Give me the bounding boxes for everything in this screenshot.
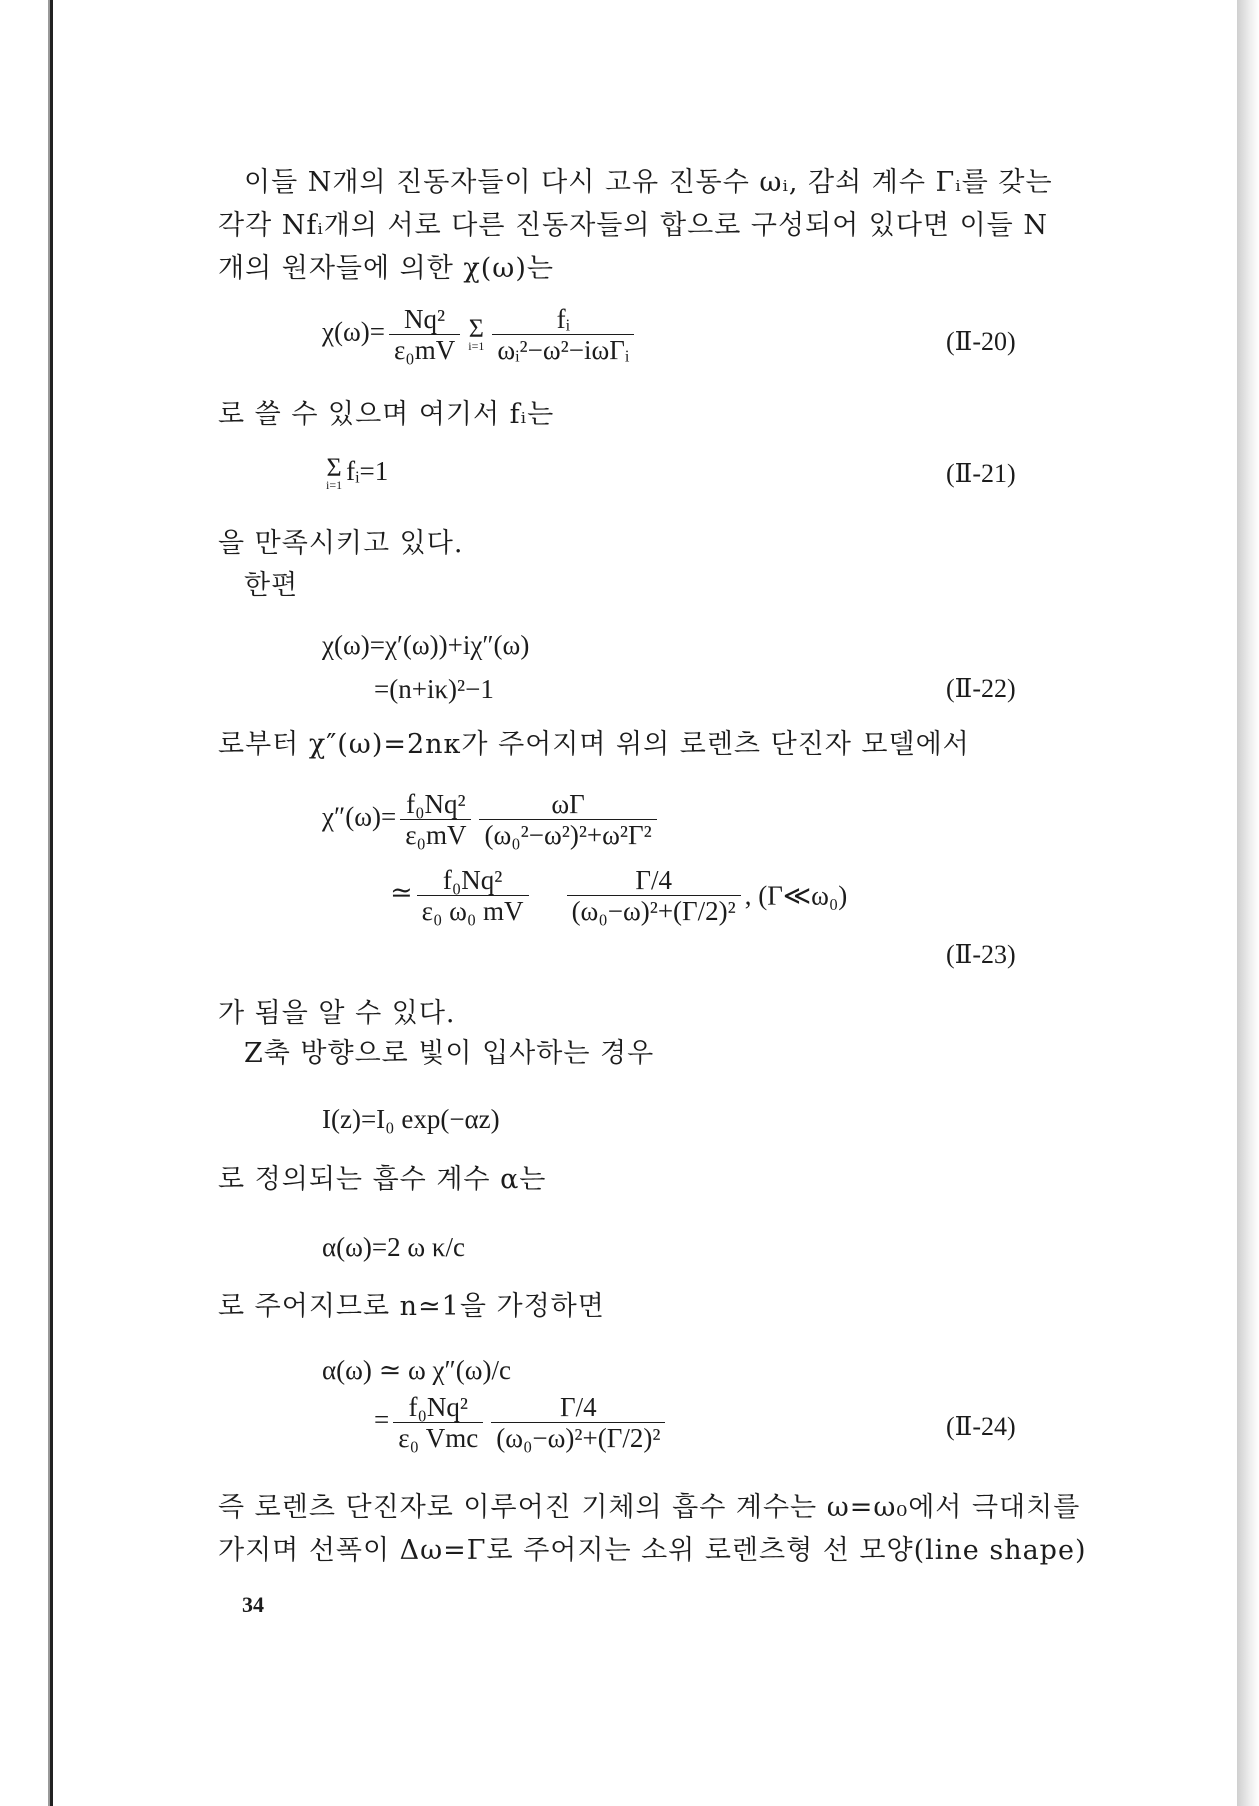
equation-number: (Ⅱ-22) (946, 674, 1016, 703)
equation-number: (Ⅱ-20) (946, 327, 1016, 356)
paragraph-line: 로부터 χ″(ω)=2nκ가 주어지며 위의 로렌츠 단진자 모델에서 (218, 729, 970, 760)
equation-ii-23-line1: χ″(ω)= $\frac{\text{f₀Nq²}}{\text{ε₀mV}}$ $\frac{\omega\Gamma}{\text{(ω₀²−ω²)²+ω²Γ²}}$ (322, 790, 661, 849)
equation-alpha: α(ω)=2 ω κ/c (322, 1232, 465, 1262)
equation-ii-22-line2: =(n+iκ)²−1 (374, 674, 494, 704)
paragraph-line: 로 정의되는 흡수 계수 α는 (218, 1164, 547, 1195)
equation-ii-22-line1: χ(ω)=χ′(ω))+iχ″(ω) (322, 630, 530, 660)
equation-intensity: I(z)=I₀ exp(−αz) (322, 1104, 500, 1134)
paragraph-line: 개의 원자들에 의한 χ(ω)는 (218, 253, 554, 284)
paragraph-line: 가지며 선폭이 Δω=Γ로 주어지는 소위 로렌츠형 선 모양(line shape) (218, 1535, 1087, 1566)
equation-number: (Ⅱ-21) (946, 459, 1016, 488)
equation-ii-20: χ(ω)= $\frac{\text{Nq²}}{\text{ε₀mV}}$ Σ i=1 $\frac{\text{fᵢ}}{\text{ωᵢ²−ω²−iωΓᵢ}}$ (322, 305, 638, 364)
equation-ii-23-line2: ≃ $\frac{\text{f₀Nq²}}{\text{ε₀ ω₀ mV}}$ $\frac{\Gamma/4}{\text{(ω₀−ω)²+(Γ/2)²}}$ , (Γ≪ω₀) (390, 865, 848, 926)
equation-ii-21: Σ i=1 fᵢ=1 (326, 452, 389, 492)
paragraph-line: 로 쓸 수 있으며 여기서 fᵢ는 (218, 399, 555, 430)
equation-ii-24-line2: = $\frac{\text{f₀Nq²}}{\text{ε₀ Vmc}}$ $\frac{\Gamma/4}{\text{(ω₀−ω)²+(Γ/2)²}}$ (374, 1393, 669, 1452)
page-number: 34 (242, 1592, 264, 1617)
paragraph-line: 한편 (244, 570, 299, 601)
paragraph-line: 로 주어지므로 n≃1을 가정하면 (218, 1291, 605, 1322)
paragraph-line: 각각 Nfᵢ개의 서로 다른 진동자들의 합으로 구성되어 있다면 이들 N (218, 210, 1048, 241)
paragraph-line: 가 됨을 알 수 있다. (218, 998, 456, 1029)
page-shadow (1237, 0, 1259, 1806)
paragraph-line: Z축 방향으로 빛이 입사하는 경우 (244, 1038, 655, 1069)
equation-number: (Ⅱ-24) (946, 1412, 1016, 1441)
paragraph-line: 을 만족시키고 있다. (218, 528, 464, 559)
equation-ii-24-line1: α(ω) ≃ ω χ″(ω)/c (322, 1355, 512, 1385)
paragraph-line: 이들 N개의 진동자들이 다시 고유 진동수 ωᵢ, 감쇠 계수 Γᵢ를 갖는 (244, 167, 1053, 198)
paragraph-line: 즉 로렌츠 단진자로 이루어진 기체의 흡수 계수는 ω=ω₀에서 극대치를 (218, 1492, 1081, 1523)
equation-number: (Ⅱ-23) (946, 940, 1016, 969)
